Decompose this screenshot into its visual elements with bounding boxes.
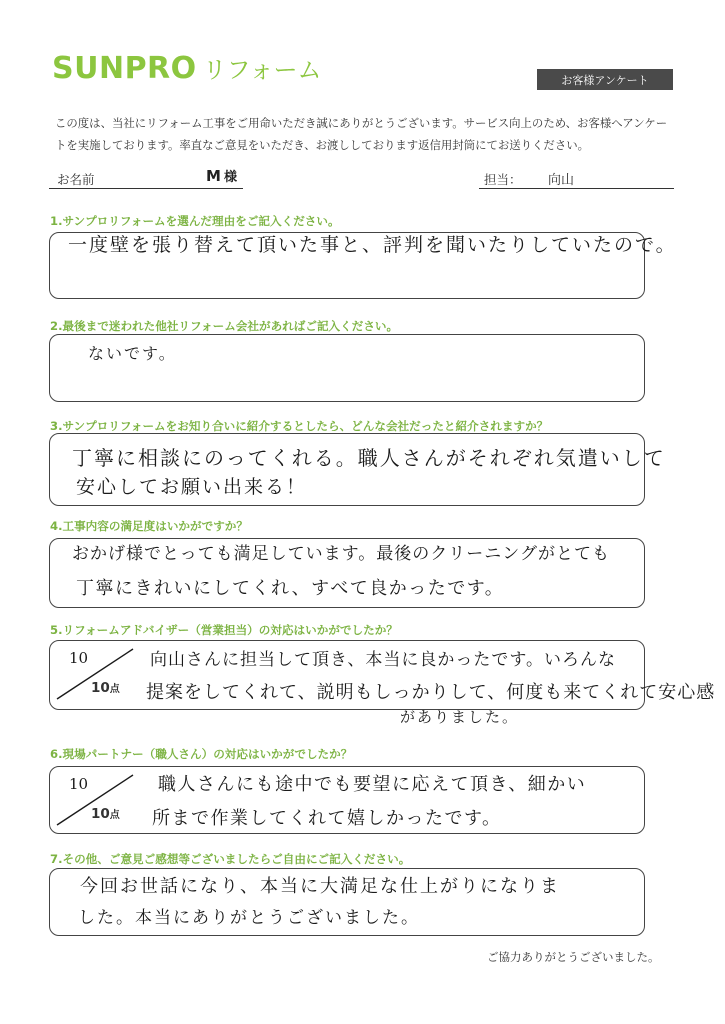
staff-label: 担当：	[484, 172, 522, 187]
question-5-answer-line-1: 向山さんに担当して頂き、本当に良かったです。いろんな	[150, 650, 616, 670]
survey-tag: お客様アンケート	[537, 69, 673, 90]
logo-brand: SUNPRO	[52, 51, 197, 86]
question-1-answer-line-1: 一度壁を張り替えて頂いた事と、評判を聞いたりしていたので。	[68, 234, 677, 256]
score-value: 10	[91, 806, 110, 822]
name-value	[206, 166, 237, 185]
score-printed	[91, 803, 120, 822]
question-6-score	[51, 769, 137, 827]
question-3-answer-line-2: 安心してお願い出来る！	[76, 476, 308, 498]
question-2-title: 2.最後まで迷われた他社リフォーム会社があればご記入ください。	[50, 319, 399, 333]
question-5-answer-line-3: がありました。	[400, 708, 520, 726]
question-6-title: 6.現場パートナー（職人さん）の対応はいかがでしたか？	[50, 747, 353, 761]
question-1-title: 1.サンプロリフォームを選んだ理由をご記入ください。	[50, 214, 340, 228]
question-5-score	[51, 643, 137, 701]
question-5-answer-line-2: 提案をしてくれて、説明もしっかりして、何度も来てくれて安心感	[146, 682, 716, 703]
sunpro-logo	[52, 51, 322, 86]
question-7-title: 7.その他、ご意見ご感想等ございましたらご自由にご記入ください。	[50, 852, 411, 866]
name-label: お名前	[57, 172, 95, 187]
score-handwritten: 10	[69, 649, 89, 667]
staff-underline	[479, 188, 674, 189]
staff-value: 向山	[548, 173, 575, 188]
name-suffix: 様	[223, 170, 237, 185]
score-handwritten: 10	[69, 775, 89, 793]
footer-thanks: ご協力ありがとうございました。	[487, 950, 660, 964]
question-4-answer-line-2: 丁寧にきれいにしてくれ、すべて良かったです。	[76, 578, 505, 599]
question-5-title: 5.リフォームアドバイザー（営業担当）の対応はいかがでしたか？	[50, 623, 398, 637]
intro-text: この度は、当社にリフォーム工事をご用命いただき誠にありがとうございます。サービス向上のため、お客様へアンケートを実施しております。率直なご意見をいただき、お渡ししております返信用封筒にてお送りください。	[55, 116, 668, 152]
score-unit: 点	[109, 684, 120, 695]
question-6-answer-line-2: 所まで作業してくれて嬉しかったです。	[152, 808, 502, 829]
score-printed	[91, 677, 120, 696]
question-7-answer-line-2: した。本当にありがとうございました。	[78, 908, 420, 928]
logo-sub: リフォーム	[202, 56, 322, 84]
question-7-answer-line-1: 今回お世話になり、本当に大満足な仕上がりになりま	[80, 876, 560, 897]
question-6-answer-line-1: 職人さんにも途中でも要望に応えて頂き、細かい	[158, 774, 587, 795]
question-2-answer-line-1: ないです。	[88, 344, 177, 363]
score-unit: 点	[109, 810, 120, 821]
score-value: 10	[91, 680, 110, 696]
name-underline	[49, 188, 243, 189]
question-4-title: 4.工事内容の満足度はいかがですか？	[50, 519, 248, 533]
question-3-title: 3.サンプロリフォームをお知り合いに紹介するとしたら、どんな会社だったと紹介されますか？	[50, 419, 549, 433]
question-3-answer-line-1: 丁寧に相談にのってくれる。職人さんがそれぞれ気遣いして	[72, 446, 666, 470]
name-initial: M	[206, 167, 221, 185]
question-4-answer-line-1: おかげ様でとっても満足しています。最後のクリーニングがとても	[72, 544, 610, 564]
